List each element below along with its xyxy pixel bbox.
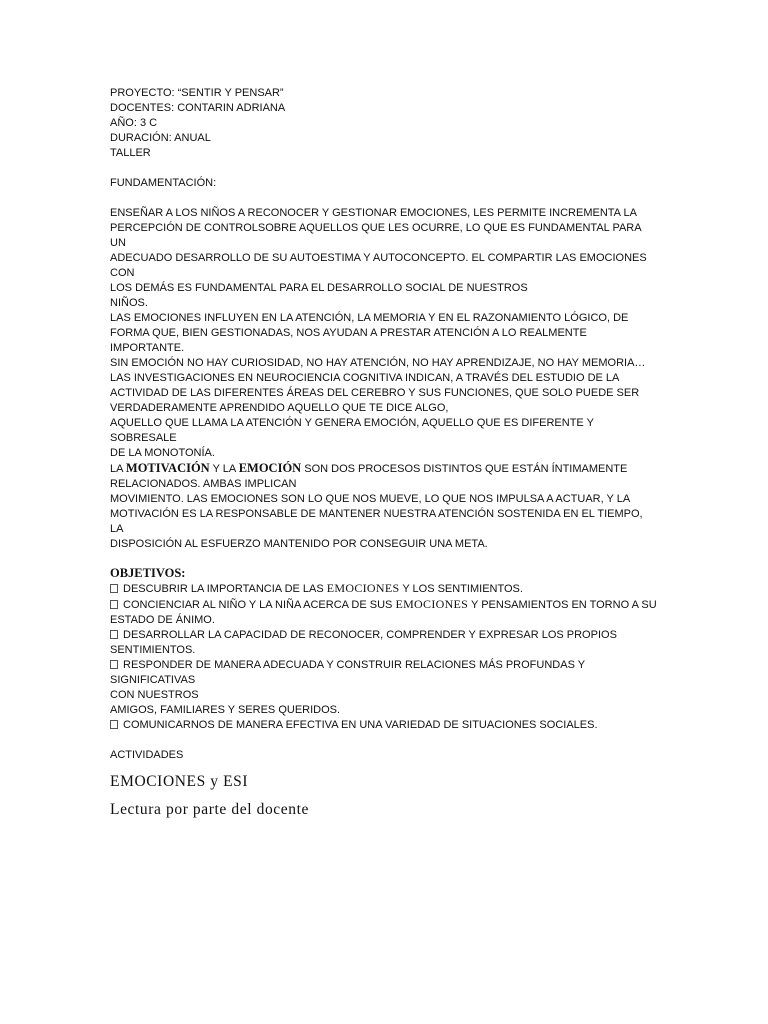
paragraph-line: AQUELLO QUE LLAMA LA ATENCIÓN Y GENERA EMOCIÓN, AQUELLO QUE ES DIFERENTE Y SOBRESALE xyxy=(110,417,597,444)
actividades-section xyxy=(110,748,658,820)
paragraph-line: PERCEPCIÓN DE CONTROLSOBRE AQUELLOS QUE LES OCURRE, LO QUE ES FUNDAMENTAL PARA UN xyxy=(110,222,645,249)
project-title: PROYECTO: “SENTIR Y PENSAR” xyxy=(110,87,284,99)
objective-continuation: AMIGOS, FAMILIARES Y SERES QUERIDOS. xyxy=(110,704,341,716)
objective-item xyxy=(110,581,658,597)
paragraph-line: ENSEÑAR A LOS NIÑOS A RECONOCER Y GESTIONAR EMOCIONES, LES PERMITE INCREMENTA LA xyxy=(110,207,637,219)
objective-text: Y LOS SENTIMIENTOS. xyxy=(399,583,523,595)
objective-item xyxy=(110,597,658,613)
actividades-subtitle: EMOCIONES y ESI xyxy=(110,773,249,790)
emocion-emphasis: EMOCIÓN xyxy=(238,461,302,475)
objective-continuation: ESTADO DE ÁNIMO. xyxy=(110,614,215,626)
fundamentacion-body xyxy=(110,206,658,552)
paragraph-line: VERDADERAMENTE APRENDIDO AQUELLO QUE TE DICE ALGO, xyxy=(110,402,449,414)
paragraph-line: LAS INVESTIGACIONES EN NEUROCIENCIA COGNITIVA INDICAN, A TRAVÉS DEL ESTUDIO DE LA xyxy=(110,372,620,384)
paragraph-line: ACTIVIDAD DE LAS DIFERENTES ÁREAS DEL CEREBRO Y SUS FUNCIONES, QUE SOLO PUEDE SER xyxy=(110,387,640,399)
motivation-middle: Y LA xyxy=(209,463,239,475)
document-page xyxy=(110,86,658,820)
motivacion-emphasis: MOTIVACIÓN xyxy=(125,461,210,475)
paragraph-line: DE LA MONOTONÍA. xyxy=(110,447,215,459)
paragraph-line: FORMA QUE, BIEN GESTIONADAS, NOS AYUDAN A PRESTAR ATENCIÓN A LO REALMENTE IMPORTANTE. xyxy=(110,327,590,354)
header-block xyxy=(110,86,658,161)
actividades-heading: ACTIVIDADES xyxy=(110,749,184,761)
paragraph-line: LOS DEMÁS ES FUNDAMENTAL PARA EL DESARROLLO SOCIAL DE NUESTROS xyxy=(110,282,528,294)
paragraph-line: MOTIVACIÓN ES LA RESPONSABLE DE MANTENER NUESTRA ATENCIÓN SOSTENIDA EN EL TIEMPO, LA xyxy=(110,508,646,535)
objetivos-section xyxy=(110,566,658,733)
year-line: AÑO: 3 C xyxy=(110,117,158,129)
bullet-icon xyxy=(110,630,118,639)
fundamentacion-heading: FUNDAMENTACIÓN: xyxy=(110,177,217,189)
duration-line: DURACIÓN: ANUAL xyxy=(110,132,211,144)
objective-text: DESARROLLAR LA CAPACIDAD DE RECONOCER, COMPRENDER Y EXPRESAR LOS PROPIOS xyxy=(123,629,617,641)
objetivos-heading: OBJETIVOS: xyxy=(110,566,186,580)
objective-continuation: SENTIMIENTOS. xyxy=(110,644,196,656)
bullet-icon xyxy=(110,660,118,669)
bullet-icon xyxy=(110,600,118,609)
motivation-line xyxy=(110,461,658,477)
objective-text: RESPONDER DE MANERA ADECUADA Y CONSTRUIR RELACIONES MÁS PROFUNDAS Y SIGNIFICATIVAS xyxy=(110,659,588,686)
objective-continuation: CON NUESTROS xyxy=(110,689,199,701)
bullet-icon xyxy=(110,720,118,729)
paragraph-line: MOVIMIENTO. LAS EMOCIONES SON LO QUE NOS MUEVE, LO QUE NOS IMPULSA A ACTUAR, Y LA xyxy=(110,493,631,505)
paragraph-line: RELACIONADOS. AMBAS IMPLICAN xyxy=(110,478,297,490)
motivation-prefix: LA xyxy=(110,463,126,475)
emociones-emphasis: EMOCIONES xyxy=(395,597,469,611)
objective-text: DESCUBRIR LA IMPORTANCIA DE LAS xyxy=(123,583,327,595)
emociones-emphasis: EMOCIONES xyxy=(326,581,400,595)
objective-item xyxy=(110,718,658,733)
type-line: TALLER xyxy=(110,147,151,159)
paragraph-line: ADECUADO DESARROLLO DE SU AUTOESTIMA Y AUTOCONCEPTO. EL COMPARTIR LAS EMOCIONES CON xyxy=(110,252,650,279)
paragraph-line: DISPOSICIÓN AL ESFUERZO MANTENIDO POR CONSEGUIR UNA META. xyxy=(110,538,488,550)
actividades-reading-line: Lectura por parte del docente xyxy=(110,801,309,818)
paragraph-line: SIN EMOCIÓN NO HAY CURIOSIDAD, NO HAY ATENCIÓN, NO HAY APRENDIZAJE, NO HAY MEMORIA… xyxy=(110,357,646,369)
objective-text: CONCIENCIAR AL NIÑO Y LA NIÑA ACERCA DE SUS xyxy=(123,599,396,611)
objective-item xyxy=(110,628,658,643)
bullet-icon xyxy=(110,584,118,593)
motivation-suffix: SON DOS PROCESOS DISTINTOS QUE ESTÁN ÍNTIMAMENTE xyxy=(301,463,628,475)
paragraph-line: LAS EMOCIONES INFLUYEN EN LA ATENCIÓN, LA MEMORIA Y EN EL RAZONAMIENTO LÓGICO, DE xyxy=(110,312,629,324)
objective-item xyxy=(110,658,658,688)
paragraph-line: NIÑOS. xyxy=(110,297,148,309)
teachers-line: DOCENTES: CONTARIN ADRIANA xyxy=(110,102,286,114)
objective-text: Y PENSAMIENTOS EN TORNO A SU xyxy=(468,599,657,611)
objective-text: COMUNICARNOS DE MANERA EFECTIVA EN UNA VARIEDAD DE SITUACIONES SOCIALES. xyxy=(123,719,598,731)
